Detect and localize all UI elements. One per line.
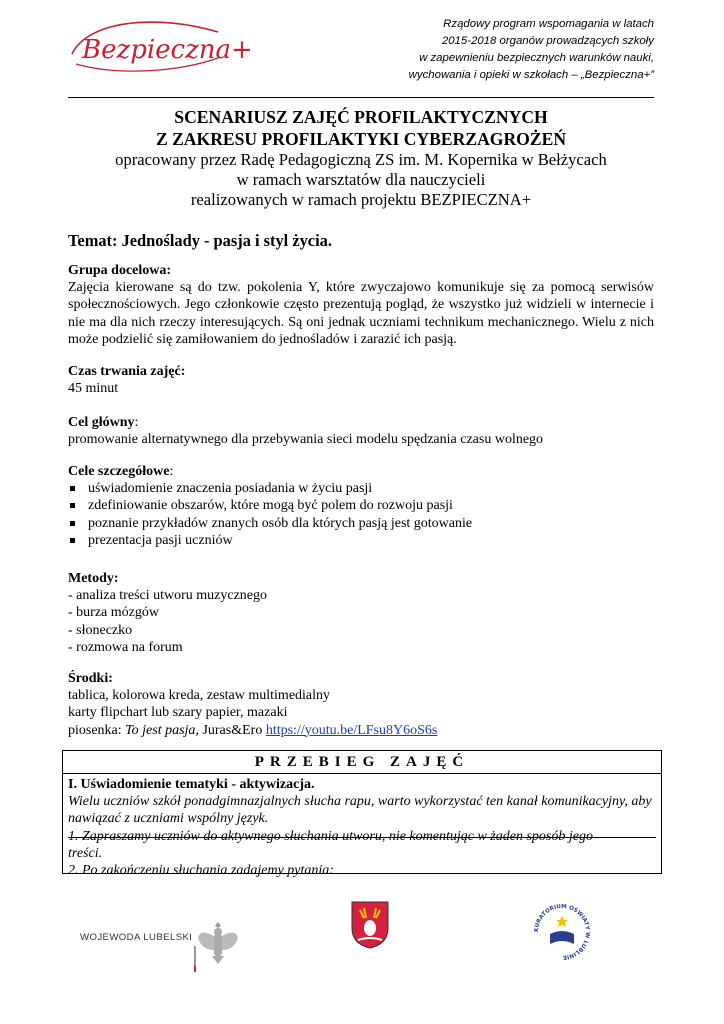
duration-value: 45 minut: [68, 381, 119, 397]
main-goal-heading: Cel główny: [68, 415, 135, 430]
kurator-ring-text: KURATORIUM OŚWIATY W LUBLINIE: [533, 903, 591, 961]
song-link[interactable]: https://youtu.be/LFsu8Y6oS6s: [265, 722, 438, 738]
song-prefix: piosenka:: [68, 722, 126, 738]
subtitle-line1: opracowany przez Radę Pedagogiczną ZS im. M. Kopernika w Bełżycach: [115, 150, 607, 169]
plan-heading: PRZEBIEG ZAJĘĆ: [63, 751, 661, 774]
duration-section: [68, 363, 654, 397]
plan-step1: 1. Zapraszamy uczniów do aktywnego słuchania utworu, nie komentując w żaden sposób jego: [68, 828, 656, 845]
target-group-section: [68, 262, 654, 348]
main-goal-section: [68, 414, 654, 448]
kuratorium-logo-icon: [528, 898, 596, 966]
lesson-topic: Temat: Jednoślady - pasja i styl życia.: [68, 231, 332, 250]
main-goal-colon: :: [134, 415, 139, 430]
detailed-goals-list: [68, 480, 654, 549]
detailed-goals-colon: :: [169, 464, 174, 479]
detailed-goals-heading: Cele szczegółowe: [68, 464, 170, 479]
list-item: uświadomienie znaczenia posiadania w życiu pasji: [68, 480, 654, 497]
header-divider: [68, 97, 654, 98]
logo-text: Bezpieczna+: [82, 35, 253, 65]
list-item: prezentacja pasji uczniów: [68, 532, 654, 549]
polish-eagle-icon: [194, 916, 242, 974]
bezpieczna-logo: [68, 14, 253, 76]
subtitle-line3: realizowanych w ramach projektu BEZPIECZNA+: [190, 190, 532, 209]
resources-line: karty flipchart lub szary papier, mazaki: [68, 705, 288, 721]
list-item: poznanie przykładów znanych osób dla których pasją jest gotowanie: [68, 515, 654, 532]
program-line: w zapewnieniu bezpiecznych warunków nauki,: [419, 52, 654, 64]
resources-heading: Środki:: [68, 671, 113, 686]
list-item: - analiza treści utworu muzycznego: [68, 588, 268, 604]
plan-body: [63, 774, 661, 881]
target-group-text: Zajęcia kierowane są do tzw. pokolenia Y, które zwyczajowo komunikuje się za pomocą serwisów społecznościowych. Jego członkowie często prezentują pogląd, że wszystko już widzieli w internecie i nie ma dla nich rzeczy interesujących. Są oni jednak uczniami technikum mechanicznego. Wielu z nich może podzielić się zamiłowaniem do jednośladów i zarazić ich pasją.: [68, 280, 654, 347]
lesson-plan-table: [62, 750, 662, 879]
list-item: - słoneczko: [68, 622, 133, 638]
plan-step1-cont: treści.: [68, 845, 103, 861]
list-item: - burza mózgów: [68, 605, 159, 621]
program-note: [354, 16, 654, 84]
wojewoda-label: WOJEWODA LUBELSKI: [80, 932, 193, 943]
song-artist: , Juras&Ero: [195, 722, 266, 738]
plan-section-title: I. Uświadomienie tematyki - aktywizacja.: [68, 777, 315, 792]
main-goal-text: promowanie alternatywnego dla przebywania sieci modelu spędzania czasu wolnego: [68, 432, 544, 448]
program-line: wychowania i opieki w szkołach – „Bezpieczna+”: [408, 69, 654, 81]
program-line: 2015-2018 organów prowadzących szkoły: [441, 35, 654, 47]
title-block: [68, 106, 654, 210]
target-group-heading: Grupa docelowa:: [68, 263, 172, 278]
list-item: zdefiniowanie obszarów, które mogą być polem do rozwoju pasji: [68, 497, 654, 514]
subtitle-line2: w ramach warsztatów dla nauczycieli: [236, 170, 486, 189]
resources-line: tablica, kolorowa kreda, zestaw multimedialny: [68, 688, 331, 704]
program-line: Rządowy program wspomagania w latach: [443, 18, 654, 30]
duration-heading: Czas trwania zajęć:: [68, 364, 186, 379]
belzyce-coat-of-arms-icon: [350, 900, 390, 950]
detailed-goals-section: [68, 463, 654, 549]
methods-heading: Metody:: [68, 571, 119, 586]
methods-section: [68, 570, 654, 656]
resources-section: [68, 670, 654, 739]
song-title: To jest pasja: [125, 722, 196, 738]
song-line: [68, 722, 654, 739]
plan-step2: 2. Po zakończeniu słuchania zadajemy pytania:: [68, 863, 334, 879]
doc-title-line1: SCENARIUSZ ZAJĘĆ PROFILAKTYCZNYCH: [174, 107, 548, 127]
doc-title-line2: Z ZAKRESU PROFILAKTYKI CYBERZAGROŻEŃ: [155, 129, 567, 149]
list-item: - rozmowa na forum: [68, 639, 183, 655]
plan-intro: Wielu uczniów szkół ponadgimnazjalnych słucha rapu, warto wykorzystać ten kanał komunikacyjny, aby nawiązać z uczniami wspólny język.: [68, 794, 652, 827]
